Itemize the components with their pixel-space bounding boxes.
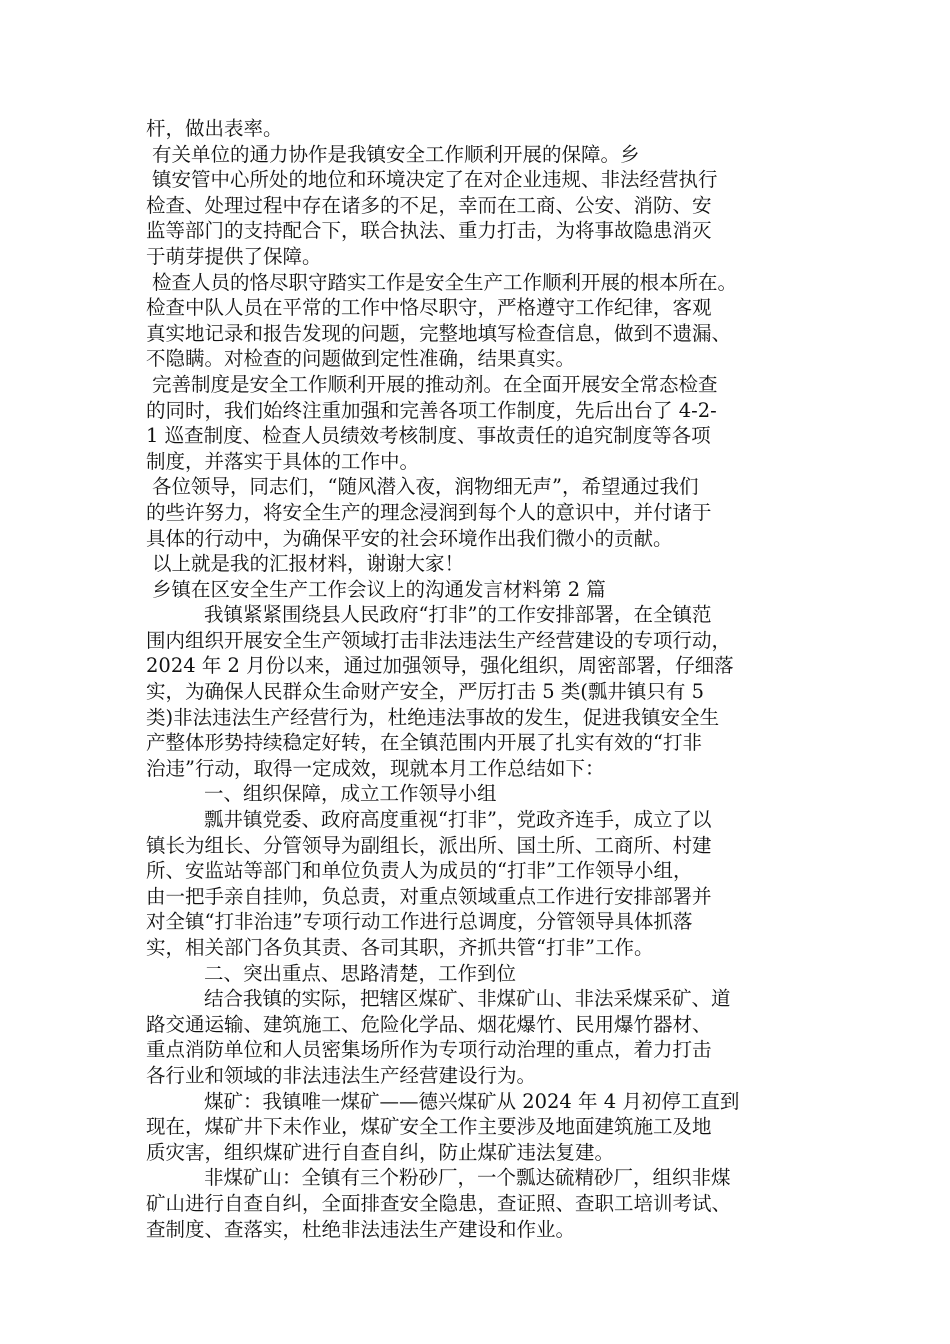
- text-line: 各行业和领域的非法违法生产经营建设行为。: [146, 1063, 537, 1087]
- text-line: 质灾害，组织煤矿进行自查自纠，防止煤矿违法复建。: [146, 1140, 615, 1164]
- text-line: 不隐瞒。对检查的问题做到定性准确，结果真实。: [146, 347, 576, 371]
- text-line: 煤矿：我镇唯一煤矿——德兴煤矿从 2024 年 4 月初停工直到: [204, 1089, 740, 1113]
- text-line: 结合我镇的实际，把辖区煤矿、非煤矿山、非法采煤采矿、道: [204, 987, 731, 1011]
- text-line: 由一把手亲自挂帅，负总责，对重点领域重点工作进行安排部署并: [146, 884, 712, 908]
- text-line: 的同时，我们始终注重加强和完善各项工作制度，先后出台了 4-2-: [146, 398, 717, 422]
- text-line: 完善制度是安全工作顺利开展的推动剂。在全面开展安全常态检查: [152, 372, 718, 396]
- text-line: 所、安监站等部门和单位负责人为成员的“打非”工作领导小组，: [146, 859, 693, 883]
- text-line: 类)非法违法生产经营行为，杜绝违法事故的发生，促进我镇安全生: [146, 705, 720, 729]
- section-heading: 乡镇在区安全生产工作会议上的沟通发言材料第 2 篇: [152, 577, 606, 601]
- text-line: 矿山进行自查自纠，全面排查安全隐患，查证照、查职工培训考试、: [146, 1191, 732, 1215]
- text-line: 的些许努力，将安全生产的理念浸润到每个人的意识中，并付诸于: [146, 500, 712, 524]
- subheading: 二、突出重点、思路清楚，工作到位: [204, 961, 517, 985]
- text-line: 路交通运输、建筑施工、危险化学品、烟花爆竹、民用爆竹器材、: [146, 1012, 712, 1036]
- text-line: 有关单位的通力协作是我镇安全工作顺利开展的保障。乡: [152, 142, 640, 166]
- text-line: 2024 年 2 月份以来，通过加强领导，强化组织，周密部署，仔细落: [146, 654, 734, 678]
- text-line: 检查、处理过程中存在诸多的不足，幸而在工商、公安、消防、安: [146, 193, 712, 217]
- text-line: 非煤矿山：全镇有三个粉砂厂，一个瓢达硫精砂厂，组织非煤: [204, 1166, 731, 1190]
- subheading: 一、组织保障，成立工作领导小组: [204, 782, 497, 806]
- text-line: 以上就是我的汇报材料，谢谢大家！: [152, 552, 465, 576]
- text-line: 查制度、查落实，杜绝非法违法生产建设和作业。: [146, 1217, 576, 1241]
- text-line: 镇安管中心所处的地位和环境决定了在对企业违规、非法经营执行: [152, 168, 718, 192]
- text-line: 检查中队人员在平常的工作中恪尽职守，严格遵守工作纪律，客观: [146, 296, 712, 320]
- text-line: 各位领导，同志们，“随风潜入夜，润物细无声”，希望通过我们: [152, 475, 699, 499]
- text-line: 杆，做出表率。: [146, 117, 283, 140]
- document-body: [146, 116, 826, 1242]
- text-line: 治违”行动，取得一定成效，现就本月工作总结如下：: [146, 756, 605, 780]
- text-line: 重点消防单位和人员密集场所作为专项行动治理的重点，着力打击: [146, 1038, 712, 1062]
- text-line: 实，为确保人民群众生命财产安全，严厉打击 5 类(瓢井镇只有 5: [146, 680, 705, 704]
- text-line: 于萌芽提供了保障。: [146, 244, 322, 268]
- text-line: 现在，煤矿井下未作业，煤矿安全工作主要涉及地面建筑施工及地: [146, 1115, 712, 1139]
- text-line: 真实地记录和报告发现的问题，完整地填写检查信息，做到不遗漏、: [146, 321, 732, 345]
- text-line: 检查人员的恪尽职守踏实工作是安全生产工作顺利开展的根本所在。: [152, 270, 738, 294]
- text-line: 产整体形势持续稳定好转，在全镇范围内开展了扎实有效的“打非: [146, 731, 702, 755]
- text-line: 具体的行动中，为确保平安的社会环境作出我们微小的贡献。: [146, 526, 673, 550]
- text-line: 瓢井镇党委、政府高度重视“打非”，党政齐连手，成立了以: [204, 808, 712, 832]
- text-line: 镇长为组长、分管领导为副组长，派出所、国土所、工商所、村建: [146, 833, 712, 857]
- text-line: 围内组织开展安全生产领域打击非法违法生产经营建设的专项行动，: [146, 628, 732, 652]
- text-line: 我镇紧紧围绕县人民政府“打非”的工作安排部署，在全镇范: [204, 603, 712, 627]
- text-line: 1 巡查制度、检查人员绩效考核制度、事故责任的追究制度等各项: [146, 424, 711, 448]
- text-line: 制度，并落实于具体的工作中。: [146, 449, 420, 473]
- text-line: 实，相关部门各负其责、各司其职，齐抓共管“打非”工作。: [146, 936, 654, 959]
- text-line: 对全镇“打非治违”专项行动工作进行总调度，分管领导具体抓落: [146, 910, 693, 934]
- text-line: 监等部门的支持配合下，联合执法、重力打击，为将事故隐患消灭: [146, 219, 712, 243]
